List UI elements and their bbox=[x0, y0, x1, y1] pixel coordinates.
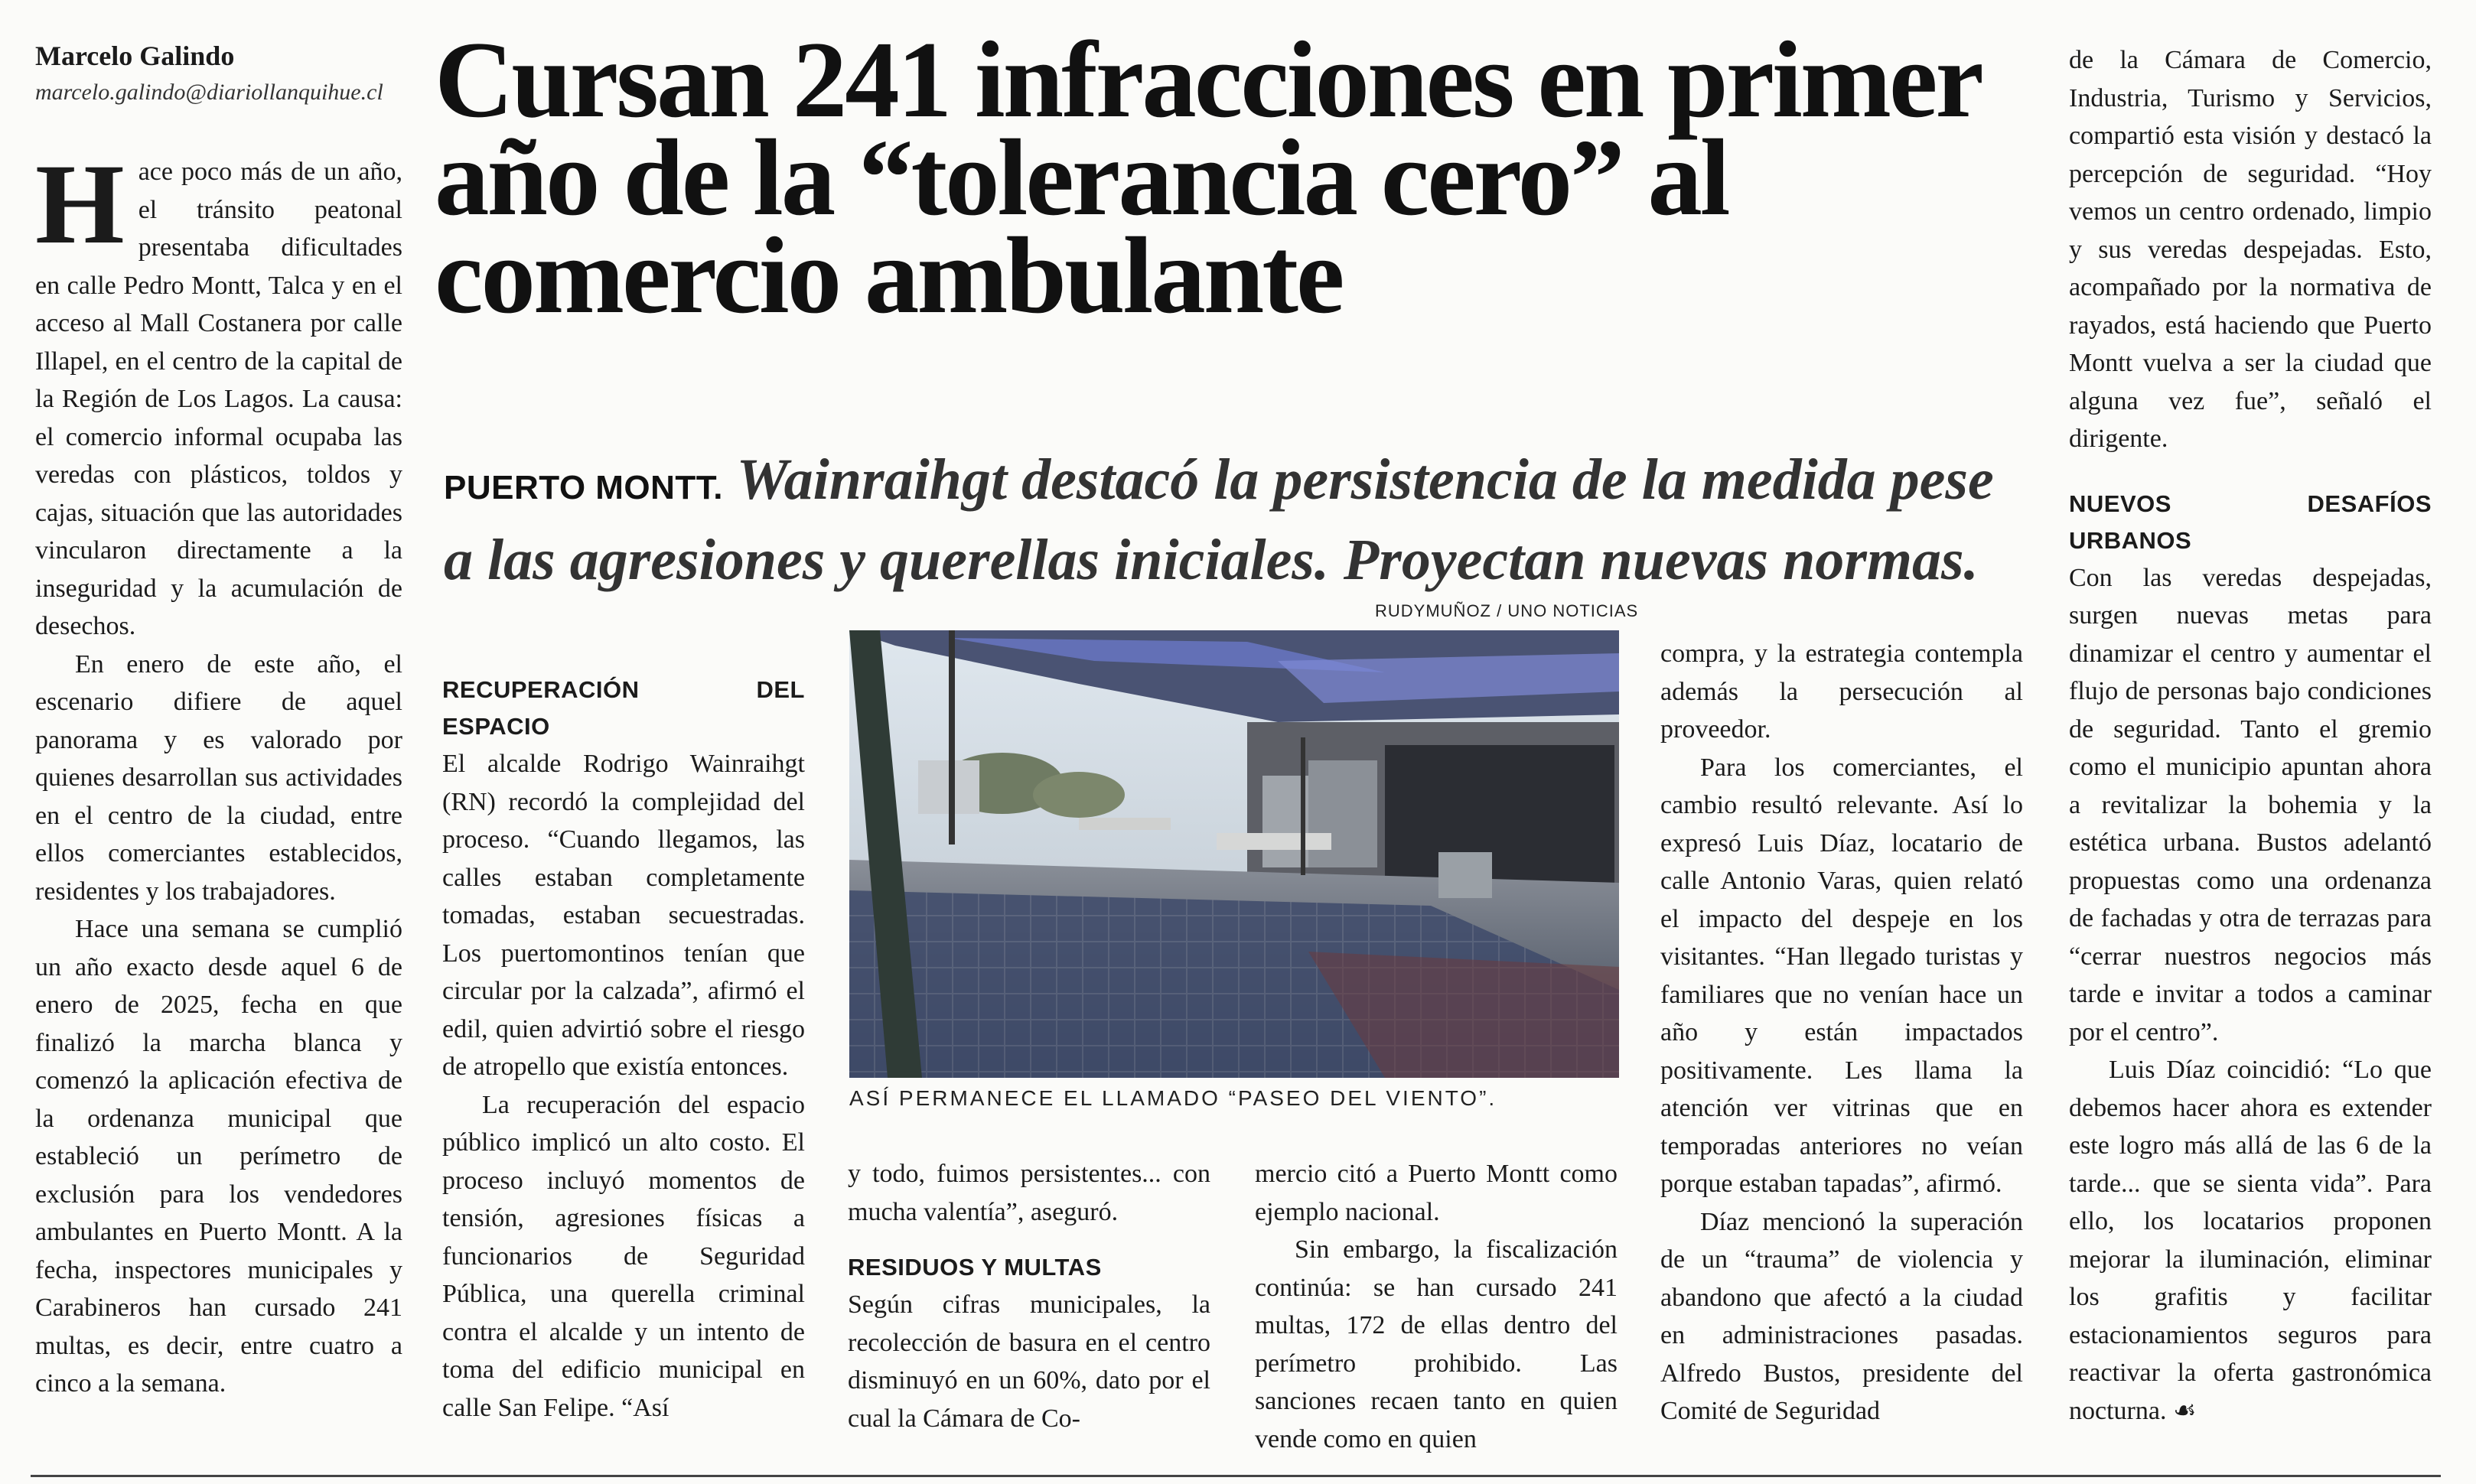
subhead: NUEVOS DESAFÍOS URBANOS bbox=[2069, 490, 2432, 554]
paragraph-text: Luis Díaz coincidió: “Lo que debemos hacer ahora es extender este logro más allá de las 6 de la tarde... que se sienta vida”. Para ello, los locatarios proponen mejorar la iluminación, eliminar los grafitis y facilitar estacionamientos seguros para reactivar la oferta gastronómica nocturna. bbox=[2069, 1056, 2432, 1425]
photo-credit: RUDYMUÑOZ / UNO NOTICIAS bbox=[1375, 601, 1639, 620]
drop-cap: H bbox=[35, 141, 125, 268]
column-3 bbox=[848, 1155, 1210, 1437]
dek bbox=[444, 444, 2035, 597]
paragraph: La recuperación del espacio público implicó un alto costo. El proceso incluyó momentos de tensión, agresiones físicas a funcionarios de Seguridad Pública, una querella criminal contra el alcalde y un intento de toma del edificio municipal en calle San Felipe. “Así bbox=[442, 1090, 805, 1422]
author-name: Marcelo Galindo bbox=[35, 41, 235, 71]
paragraph bbox=[35, 141, 402, 646]
column-2 bbox=[442, 672, 805, 1427]
paragraph: Para los comerciantes, el cambio resultó relevante. Así lo expresó Luis Díaz, locatario de calle Antonio Varas, quien relató el impacto del despeje en los visitantes. “Han llegado turistas y familiares que no venían hace un año y están impactados positivamente. Les llama la atención ver vitrinas que en temporadas anteriores no veían porque estaban tapadas”, afirmó. bbox=[1660, 753, 2023, 1198]
paragraph: de la Cámara de Comercio, Industria, Turismo y Servicios, compartió esta visión y destacó la percepción de seguridad. “Hoy vemos un centro ordenado, limpio y sus veredas despejadas. Esto, acompañado por la normativa de rayados, está haciendo que Puerto Montt vuelva a ser la ciudad que alguna vez fue”, señaló el dirigente. bbox=[2069, 46, 2432, 453]
paragraph: y todo, fuimos persistentes... con mucha valentía”, aseguró. bbox=[848, 1160, 1210, 1226]
headline: Cursan 241 infracciones en primer año de la “tolerancia cero” al comercio ambulante bbox=[435, 19, 1980, 336]
paragraph bbox=[2069, 1051, 2432, 1430]
column-4 bbox=[1255, 1155, 1618, 1458]
dek-text: Wainraihgt destacó la persistencia de la medida pese a las agresiones y querellas iniciales. Proyectan nuevas normas. bbox=[444, 447, 1994, 592]
paragraph-text: ace poco más de un año, el tránsito peatonal presentaba dificultades en calle Pedro Montt, Talca y en el acceso al Mall Costanera por calle Illapel, en el centro de la capital de la Región de Los Lagos. La causa: el comercio informal ocupaba las veredas con plásticos, toldos y cajas, situación que las autoridades vincularon directamente a la inseguridad y la acumulación de desechos. bbox=[35, 158, 402, 640]
end-mark-icon: ☙ bbox=[2172, 1396, 2197, 1425]
author-email: marcelo.galindo@diariollanquihue.cl bbox=[35, 80, 383, 105]
column-5 bbox=[1660, 635, 2023, 1430]
subhead: RECUPERACIÓN DEL ESPACIO bbox=[442, 676, 805, 740]
paragraph: Hace una semana se cumplió un año exacto desde aquel 6 de enero de 2025, fecha en que finalizó la marcha blanca y comenzó la aplicación efectiva de la ordenanza municipal que estableció un perímetro de exclusión para los vendedores ambulantes en Puerto Montt. A la fecha, inspectores municipales y Carabineros han cursado 241 multas, es decir, entre cuatro a cinco a la semana. bbox=[35, 915, 402, 1398]
bottom-rule bbox=[31, 1475, 2441, 1477]
paragraph: Con las veredas despejadas, surgen nuevas metas para dinamizar el centro y aumentar el flujo de personas bajo condiciones de seguridad. Tanto el gremio como el municipio apuntan ahora a revitalizar la bohemia y la estética urbana. Bustos adelantó propuestas como una ordenanza de fachadas y otra de terrazas para “cerrar nuestros negocios más tarde e invitar a todos a caminar por el centro”. bbox=[2069, 563, 2432, 1046]
paragraph: El alcalde Rodrigo Wainraihgt (RN) recordó la complejidad del proceso. “Cuando llegamos, las calles estaban completamente tomadas, estaban secuestradas. Los puertomontinos tenían que circular por la calzada”, afirmó el edil, quien advirtió sobre el riesgo de atropello que existía entonces. bbox=[442, 750, 805, 1081]
paragraph: mercio citó a Puerto Montt como ejemplo nacional. bbox=[1255, 1160, 1618, 1226]
photo-caption: ASÍ PERMANECE EL LLAMADO “PASEO DEL VIENTO”. bbox=[849, 1086, 1497, 1110]
paragraph: Según cifras municipales, la recolección de basura en el centro disminuyó en un 60%, dato por el cual la Cámara de Co- bbox=[848, 1290, 1210, 1433]
paragraph: Sin embargo, la fiscalización continúa: se han cursado 241 multas, 172 de ellas dentro del perímetro prohibido. Las sanciones recaen tanto en quien vende como en quien bbox=[1255, 1235, 1618, 1453]
street-photo bbox=[849, 630, 1619, 1078]
column-6 bbox=[2069, 41, 2432, 1430]
paragraph: Díaz mencionó la superación de un “trauma” de violencia y abandono que afectó a la ciudad en administraciones pasadas. Alfredo Bustos, presidente del Comité de Seguridad bbox=[1660, 1207, 2023, 1425]
paragraph: compra, y la estrategia contempla además la persecución al proveedor. bbox=[1660, 639, 2023, 744]
dek-place: PUERTO MONTT. bbox=[444, 469, 724, 506]
column-1 bbox=[35, 141, 402, 1403]
subhead: RESIDUOS Y MULTAS bbox=[848, 1254, 1102, 1281]
paragraph: En enero de este año, el escenario difiere de aquel panorama y es valorado por quienes desarrollan sus actividades en el centro de la ciudad, entre ellos comerciantes establecidos, residentes y los trabajadores. bbox=[35, 649, 402, 906]
